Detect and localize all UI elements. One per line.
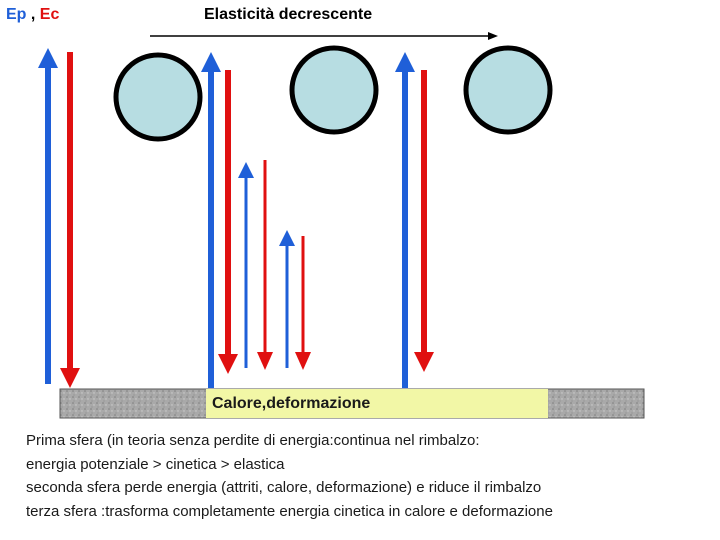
ec-arrowhead-2b xyxy=(257,352,273,370)
ec-arrowhead-1 xyxy=(60,368,80,388)
sphere-2 xyxy=(292,48,376,132)
ec-arrowhead-3 xyxy=(414,352,434,372)
caption-line-2: energia potenziale > cinetica > elastica xyxy=(26,455,285,473)
caption-line-4: terza sfera :trasforma completamente energia cinetica in calore e deformazione xyxy=(26,502,553,520)
caption-text xyxy=(26,429,553,523)
diagram-title: Elasticità decrescente xyxy=(204,6,373,23)
ep-arrowhead-2a xyxy=(201,52,221,72)
energy-legend xyxy=(6,6,59,24)
legend-separator: , xyxy=(26,6,40,23)
ec-arrowhead-2a xyxy=(218,354,238,374)
direction-arrowhead xyxy=(488,32,498,40)
ep-arrowhead-3 xyxy=(395,52,415,72)
legend-ec: Ec xyxy=(39,6,60,23)
ep-arrowhead-1 xyxy=(38,48,58,68)
caption-line-1: Prima sfera (in teoria senza perdite di energia:continua nel rimbalzo: xyxy=(26,432,480,449)
sphere-1 xyxy=(116,55,200,139)
ep-arrowhead-2c xyxy=(279,230,295,246)
ground-label: Calore,deformazione xyxy=(206,389,548,418)
sphere-3 xyxy=(466,48,550,132)
ec-arrowhead-2c xyxy=(295,352,311,370)
legend-ep: Ep xyxy=(6,6,27,23)
caption-line-3: seconda sfera perde energia (attriti, calore, deformazione) e riduce il rimbalzo xyxy=(26,479,542,496)
ep-arrowhead-2b xyxy=(238,162,254,178)
